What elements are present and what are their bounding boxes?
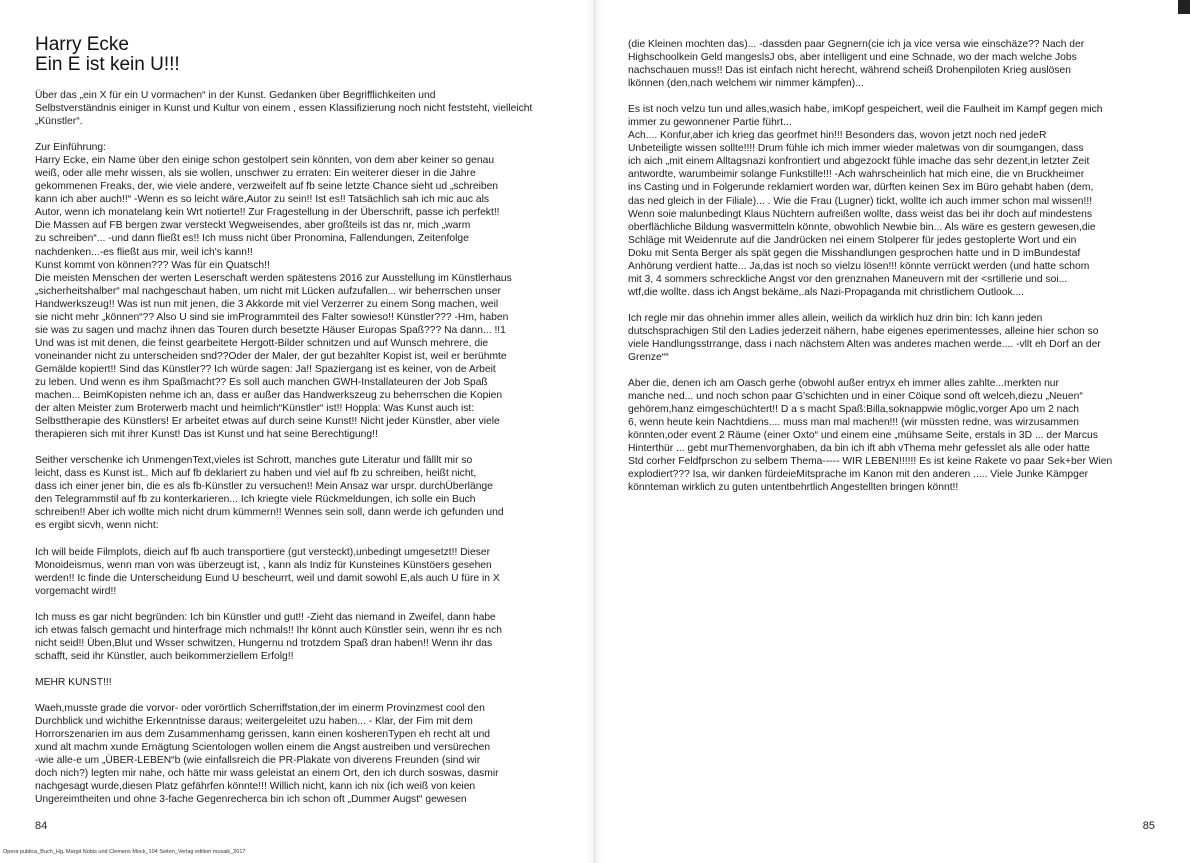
corner-mark xyxy=(1178,0,1190,14)
publication-credit: Opera publica_Buch_Hg. Margit Nobis und Clemens Mock_104 Seiten_Verlag edition mosaik_2017 xyxy=(3,849,246,855)
right-page xyxy=(595,0,1190,863)
article-headline: Ein E ist kein U!!! xyxy=(35,54,180,75)
article-title xyxy=(35,35,180,75)
body-paragraph: Seither verschenke ich UnmengenText,vieles ist Schrott, manches gute Literatur und fälllt mir so leicht, dass es Kunst ist.. Mich auf fb deklariert zu haben und viel auf fb zu schreiben, heißt nicht, dass ich einer jener bin, die es als fb-Künstler zu versuchen!! Mein Ansaz war urspr. durchÜberlänge den Telegrammstil auf fb zu konterkarieren... Ich kriegte viele Rückmeldungen, ich solle ein Buch schreiben!! Aber ich wollte mich nicht drum kümmern!! Wennes sein soll, dann werde ich gefunden und es ergibt sicvh, wenn nicht: xyxy=(35,455,504,532)
author-name: Harry Ecke xyxy=(35,34,129,55)
left-text-column xyxy=(35,89,567,806)
page-number-right: 85 xyxy=(1142,820,1155,832)
body-paragraph: Ich will beide Filmplots, dieich auf fb auch transportiere (gut versteckt),unbedingt umgesetzt!! Dieser Monoideismus, wenn man von was überzeugt ist, , kann als Indiz für Kunsteines Künstöers gesehen werden!! Ic finde die Unterscheidung Eund U bescheurrt, weil und damit sowohl E,als auch U füre in X vorgemacht wird!! xyxy=(35,546,500,597)
right-text-column xyxy=(628,38,1161,495)
body-paragraph: MEHR KUNST!!! xyxy=(35,676,112,688)
body-paragraph: Ich regle mir das ohnehin immer alles allein, weilich da wirklich huz drin bin: Ich kann jeden dutschsprachigen Stil den Ladies jederzeit nähern, habe eigenes eperimentesses, alleine hier schon so viele Handlungsstrrange, dass i nach nächstem Alten was anderes machen werde.... -vllt eh Dorf an der Grenze““ xyxy=(628,312,1101,364)
body-paragraph: Waeh,musste grade die vorvor- oder vorörtlich Scherriffstation,der im einerm Provinzmest cool den Durchblick und wichithe Erkenntnisse daraus; weitergeleitet uzu haben... - Klar, der Fim mit dem Horrorszenarien im aus dem Zusammenhamg gerissen, kann einen kosherenTypen eh recht alt und xund alt machm xunde Ernägtung Scientologen wollen einem die Angst austreiben und versürechen -wie alle-e um „ÜBER-LEBEN“b (wie einfallsreich die PR-Plakate von diverens Freunden (sind wir doch nich?) legten mir nahe, och hätte mir wass geleistat an einem Ort, den ich durch soswas, dasmir nachgesagt wurde,diesen Platz gefährfen könnte!!! Willich nicht, kann ich nix (ich weiß von keien Ungereimtheiten und ohne 3-fache Gegenrecherca bin ich schon oft „Dummer Augst“ gewesen xyxy=(35,702,499,806)
page-number-left: 84 xyxy=(35,820,48,832)
body-paragraph: Ich muss es gar nicht begründen: Ich bin Künstler und gut!! -Zieht das niemand in Zweifel, dann habe ich etwas falsch gemacht und hinterfrage mich nchmals!! Ihr könnt auch Künstler sein, wenn ihr es nch nicht seid!! Üben,Blut und Wsser schwitzen, Hungernu nd trotzdem Spaß dran haben!! Wenn ihr das schafft, seid ihr Künstler, auch beikommerziellem Erfolg!! xyxy=(35,611,503,662)
body-paragraph: Zur Einführung: Harry Ecke, ein Name über den einige schon gestolpert sein könnten, von dem aber keiner so genau weiß, oder alle mehr wissen, als sie wollen, unschwer zu erraten: Ein weiterer dieser in die Jahre gekommenen Freaks, der, wie viele andere, verzweifelt auf fb seine letzte Chance sieht ud „schreiben kann ich aber auch!!“ -Wenn es so leicht wäre,Autor zu sein!! Ist es!! Tatsächlich sah ich mic auc als Autor, wenn ich monatelang kein Wrt notierte!! Zur Fragestellung in der Überschrift, passe ich perfekt!! Die Massen auf FB bergen zwar versteckt Wegweisendes, aber großteils ist das nr, mich „warm zu schreiben“... -und dann fließt es!! Ich muss nicht über Pronomina, Fallendungen, Zeitenfolge nachdenken...-es fließt aus mir, weil ich's kann!! Kunst kommt von können??? Was für ein Quatsch!! Die meisten Menschen der werten Leserschaft werden spätestens 2016 zur Ausstellung im Künstlerhaus „sicherheitshalber“ mal nachgeschaut haben, um nicht mit Lücken aufzufallen... wir beherrschen unser Handwerkszeug!! Was ist nun mit jenen, die 3 Akkorde mit viel Verzerrer zu einem Song machen, weil sie nicht mehr „können“?? Also U sind sie imProgrammteil des Falter sowieso!! Künstler??? -Hm, haben sie was zu sagen und machz ihnen das Touren durch besetzte Häuser Europas Spaß??? Na dann... !!1 Und was ist mit denen, die feinst gearbeitete Hergott-Bilder schnitzen und auf Wunsch mehrere, die voneinander nicht zu unterscheiden snd??Oder der Maler, der gut bezahlter Kopist ist, weil er berühmte Gemälde kopiert!! Sind das Künstler?? Ich würde sagen: Ja!! Spaziergang ist es keiner, von de Arbeit zu leben. Und wenn es ihm Spaßmacht?? Es soll auch manchen GWH-Installateuren der Job Spaß machen... BeimKopisten nehme ich an, dass er außer das Handwerkszeug zu beherrschen die Kopien der alten Meister zum Broterwerb macht und heimlich“Künstler“ ist!! Hoppla: Was Kunst auch ist: Selbsttherapie des Künstlers! Er arbeitet etwas auf durch seine Kunst!! Nicht jeder Künstler, aber viele therapieren sich mit ihrer Kunst! Das ist Kunst und hat seine Berechtigung!! xyxy=(35,142,512,441)
intro-paragraph: Über das „ein X für ein U vormachen“ in der Kunst. Gedanken über Begrifflichkeiten und Selbstverständnis einiger in Kunst und Kultur von einem , essen Klassifizierung noch nicht feststeht, vielleicht „Künstler“. xyxy=(35,90,533,128)
body-paragraph: Aber die, denen ich am Oasch gerhe (obwohl außer entryx eh immer alles zahlte...merkten nur manche ned... und noch schon paar G'schichten und in einer Cöique sond oft welceh,diezu „Neuen“ gehörem,hanz eimgeschüchtert!! D a s macht Spaß:Billa,soknappwie möglic,vorger Apo um 2 nach 6, wenn heute kein Nachtdiens.... muss man mal machen!!! (wir müssten redne, was wirzusammen könnten,oder event 2 Räume (einer Oxto“ und einem eine „mühsame Seite, erstals in 3D ... der Marcus Hinterthür ... gebt murThemenvorghaben, da bin ich ift abh vThema mehr gefesslet als alle oder hatte Std corher Feldfprschon zu selbem Thema----- WIR LEBEN!!!!!! Es ist keine Rakete vo paar Sek+ber Wien explodiert??? Isa, wir danken fürdeieMitsprache im Kanon mit den anderen ..... Viele Junke Kämpger könnteman wirklich zu guten untentbehrtlich Angestellten bringen könnt!! xyxy=(628,378,1113,494)
body-paragraph: (die Kleinen mochten das)... -dassden paar Gegnern(cie ich ja vice versa wie einschäze?? Nach der Highschoolkein Geld mangeslsJ obs, aber intelligent und eine Schnade, wo der mach welche Jobs nachschauen muss!! Das ist einfach nicht herecht, während scheiß Drohenpiloten Krieg auslösen lkönnen (den,nach welchem wir nimmer kämpfen)... xyxy=(628,39,1085,90)
body-paragraph: Es ist noch velzu tun und alles,wasich habe, imKopf gespeichert, weil die Faulheit im Kampf gegen mich immer zu gewonnener Partie führt... Ach.... Konfur,aber ich krieg das georfmet hin!!! Besonders das, wovon jetzt noch ned jedeR Unbeteiligte wissen sollte!!!! Drum fühle ich mich immer wieder maletwas von dir soumgangen, dass ich aich „mit einem Alltagsnazi konfrontiert und abgezockt fühle imache das sehr dezent,in letzter Zeit antwordte, warumbeimir solange Funkstille!!! -Ach wahrscheinlich hat mich eine, die vn Bruckheimer ins Casting und in Folgerunde reklamiert worden war, dürften keinen Sex im Büro gehabt haben (dem, das ned gleich in der Filiale)... . Wie die Frau (Lugner) tickt, wollte ich auch immer schon mal wissen!!! Wenn soie malunbedingt Klaus Nüchtern aufreißen wollte, dass weist das bei ihr doch auf mindestens oberflächliche Bildung wasvermitteln könnte, obwohlich Newbie bin... Als wäre es gestern gewesen,die Schläge mit Weidenrute auf die Jandrücken nei einem Stolperer für jedes gestoplerte Wort und ein Doku mit Senta Berger als spät gegen die Misshandlungen gesprochen hatte und in D imBundestaf Anhörung verdient hatte... Ja,das ist noch so vielzu lösen!!! könnte verrückt werden (und hatte schom mit 3, 4 sommers schreckliche Angst vor den grenznahen Maneuvern mit der <srtillerie und soi... wtf,die wollte. dass ich Angst bekäme,.als Nazi-Propaganda mit christlichem Outlook.... xyxy=(628,104,1103,298)
